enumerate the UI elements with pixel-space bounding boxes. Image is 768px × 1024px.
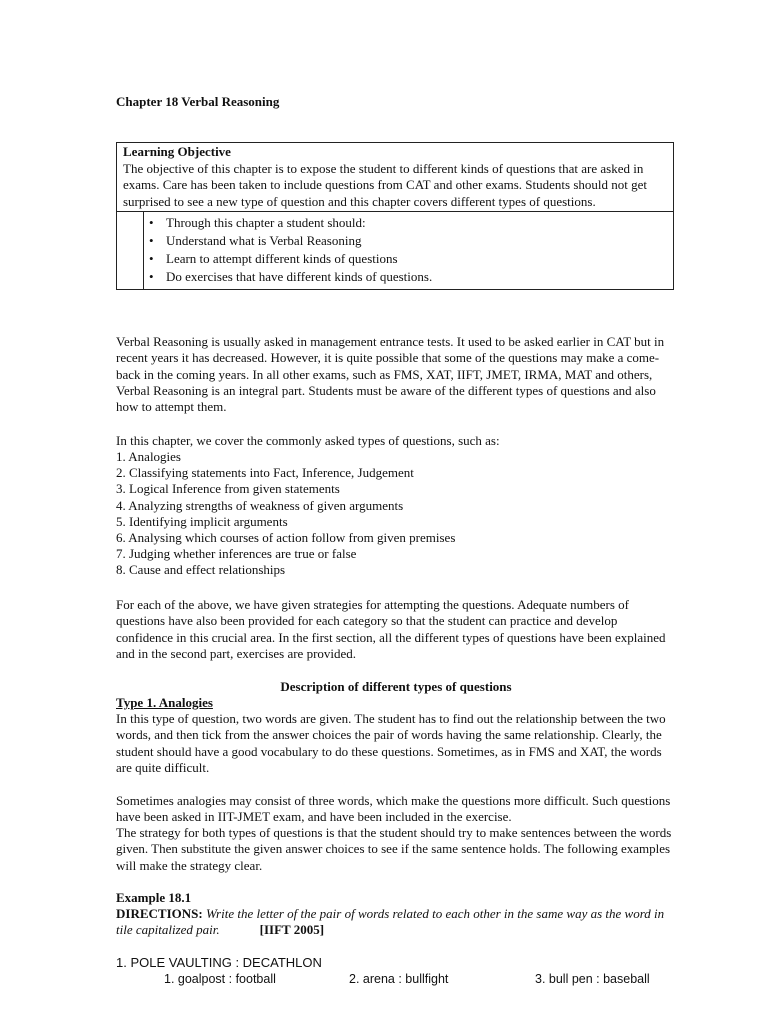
example-directions (116, 906, 676, 939)
example-title: Example 18.1 (116, 890, 192, 905)
list-item: 4. Analyzing strengths of weakness of given arguments (116, 497, 404, 513)
question-source: [IIFT 2005] (259, 922, 325, 938)
list-item: 8. Cause and effect relationships (116, 562, 286, 578)
list-item: 1. Analogies (116, 449, 181, 464)
type1-heading: Type 1. Analogies (116, 695, 213, 710)
answer-choice: 2. arena : bullfight (349, 972, 449, 986)
list-item: 7. Judging whether inferences are true or false (116, 546, 357, 562)
directions-text: Write the letter of the pair of words related to each other in the same way as the word in tile capitalized pair. (116, 906, 665, 938)
answer-choices (164, 972, 674, 986)
bullet-item: • Learn to attempt different kinds of questions (144, 250, 673, 268)
bullet-item: • Understand what is Verbal Reasoning (144, 232, 673, 250)
answer-choice: 1. goalpost : football (164, 972, 276, 986)
chapter-title: Chapter 18 Verbal Reasoning (116, 94, 280, 109)
list-item: 6. Analysing which courses of action follow from given premises (116, 530, 456, 546)
learning-objective-bullets (143, 212, 673, 289)
directions-label: DIRECTIONS: (116, 906, 203, 921)
types-intro: In this chapter, we cover the commonly asked types of questions, such as: (116, 433, 500, 448)
list-item: 2. Classifying statements into Fact, Inference, Judgement (116, 465, 414, 481)
bullet-item: • Do exercises that have different kinds of questions. (144, 268, 673, 286)
type1-paragraph-1: In this type of question, two words are given. The student has to find out the relationship between the two words, and then tick from the answer choices the pair of words having the same relationship. Clearly, the student should have a good vocabulary to do these questions. Sometimes, as in FMS and XAT, the words are quite difficult. (116, 711, 666, 775)
learning-objective-heading: Learning Objective (123, 144, 231, 159)
strategy-paragraph: For each of the above, we have given strategies for attempting the questions. Adequate numbers of questions have also been provided for each category so that the student can practice and develop confidence in this crucial area. In the first section, all the different types of questions have been explained and in the second part, exercises are provided. (116, 597, 666, 661)
intro-paragraph: Verbal Reasoning is usually asked in management entrance tests. It used to be asked earlier in CAT but in recent years it has decreased. However, it is quite possible that some of the questions may make a come-back in the coming years. In all other exams, such as FMS, XAT, IIFT, JMET, IRMA, MAT and others, Verbal Reasoning is an integral part. Students must be aware of the different types of questions and also how to attempt them. (116, 334, 665, 415)
learning-objective-text: The objective of this chapter is to expose the student to different kinds of questions that are asked in exams. Care has been taken to include questions from CAT and other exams. Students should not get surprised to see a new type of question and this chapter covers different types of questions. (123, 160, 647, 209)
type1-paragraph-2: Sometimes analogies may consist of three words, which make the questions more difficult. Such questions have been asked in IIT-JMET exam, and have been included in the exercise. (116, 793, 671, 825)
list-item: 5. Identifying implicit arguments (116, 513, 288, 529)
list-item: 3. Logical Inference from given statements (116, 481, 340, 497)
description-heading: Description of different types of questions (280, 679, 512, 694)
learning-objective-top (117, 143, 673, 212)
types-list (116, 449, 676, 579)
learning-objective-box (116, 142, 674, 290)
answer-choice: 3. bull pen : baseball (535, 972, 650, 986)
question-stem: 1. POLE VAULTING : DECATHLON (116, 955, 322, 970)
bullet-item: • Through this chapter a student should: (144, 214, 673, 232)
type1-paragraph-3: The strategy for both types of questions is that the student should try to make sentences between the words given. Then substitute the given answer choices to see if the same sentence holds. The following examples will make the strategy clear. (116, 825, 672, 873)
